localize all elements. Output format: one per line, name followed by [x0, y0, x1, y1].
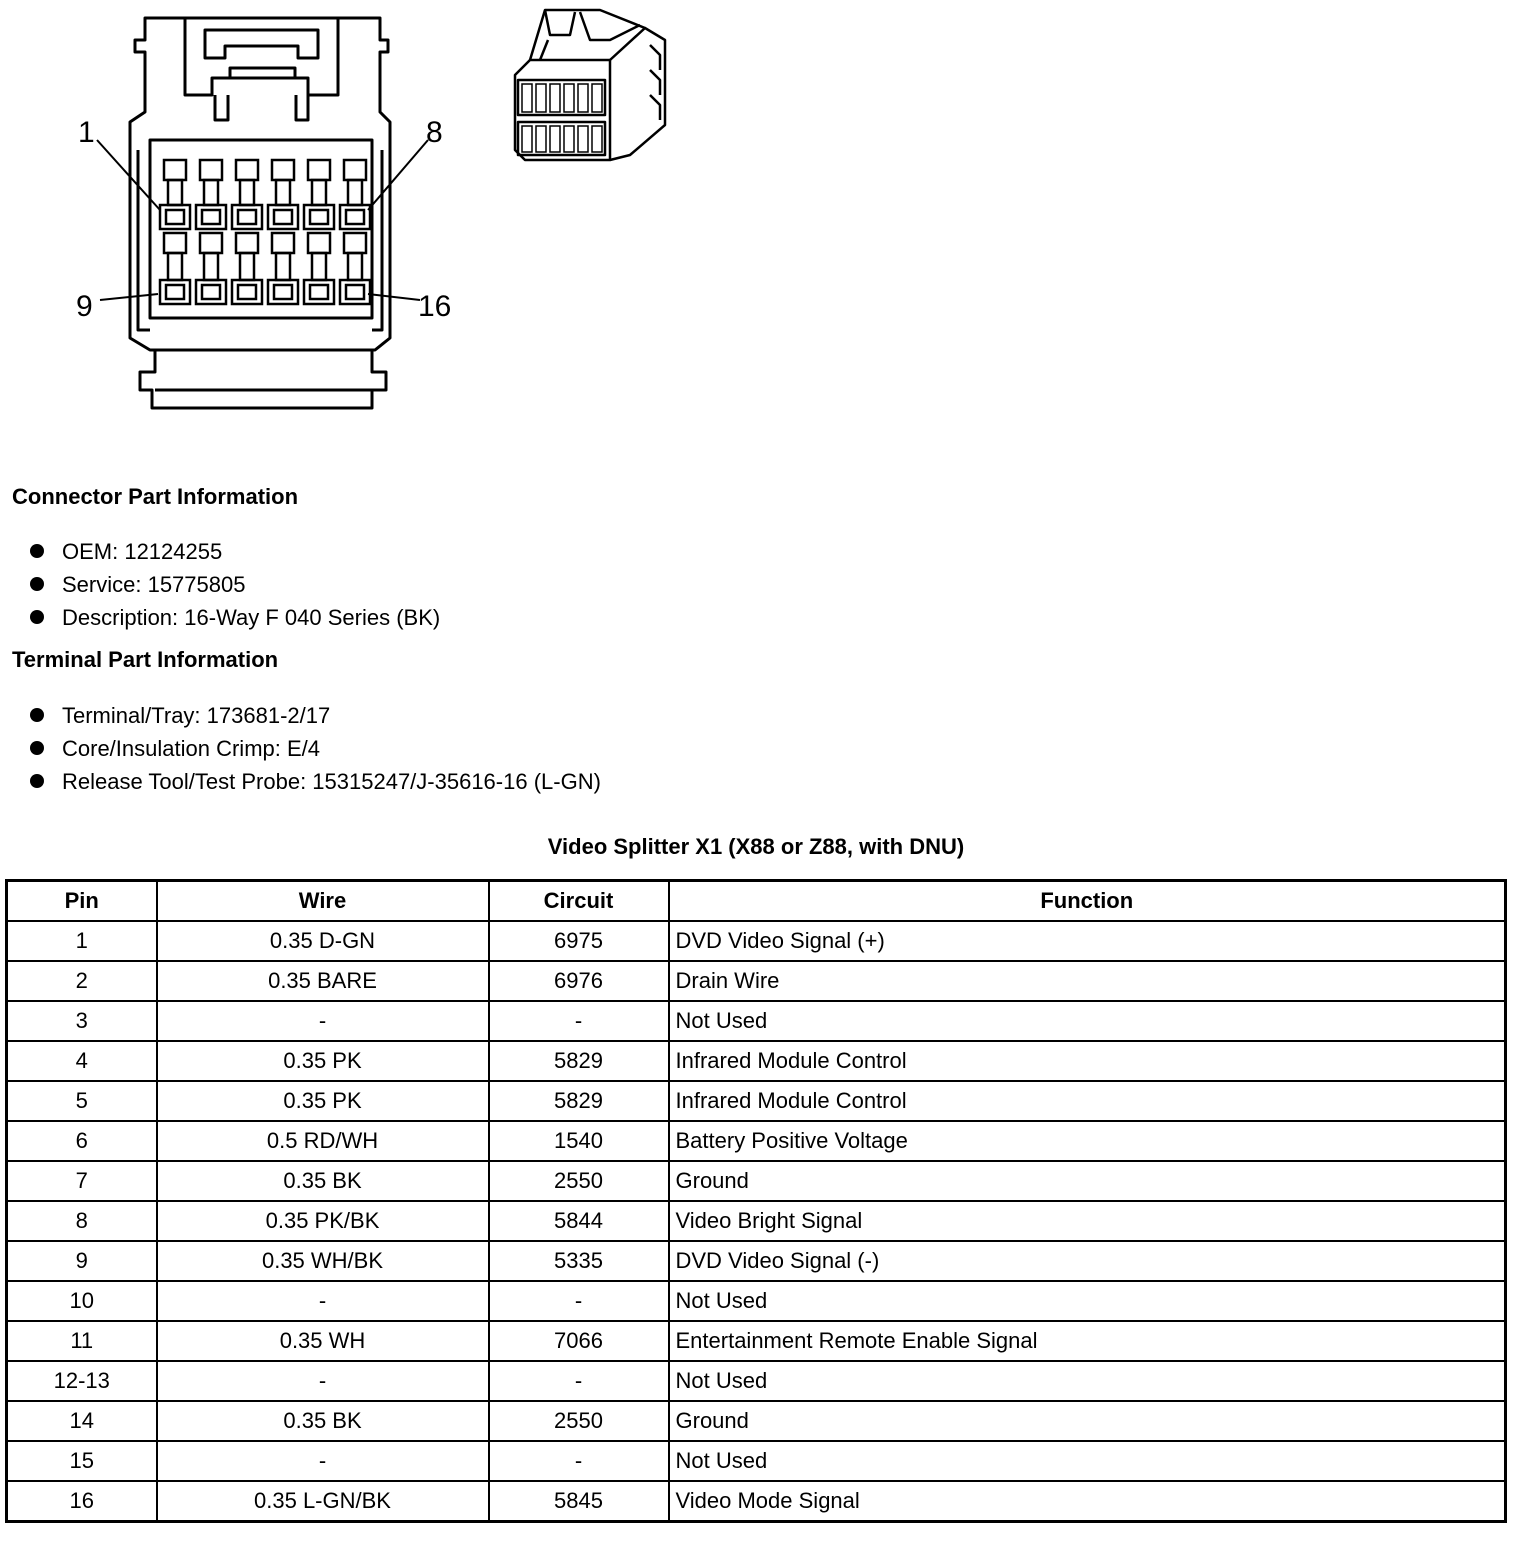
table-row — [7, 1241, 1506, 1281]
terminal-cavity — [340, 160, 370, 229]
table-row — [7, 1121, 1506, 1161]
cell-function: Ground — [669, 1161, 1506, 1201]
list-item: Service: 15775805 — [28, 568, 440, 601]
cell-pin: 9 — [7, 1241, 157, 1281]
cell-function: Not Used — [669, 1361, 1506, 1401]
iso-cavity — [564, 84, 574, 112]
iso-cavity — [536, 126, 546, 152]
terminal-cavity — [304, 160, 334, 229]
cell-circuit: - — [489, 1001, 669, 1041]
table-row — [7, 1401, 1506, 1441]
cell-function: Infrared Module Control — [669, 1081, 1506, 1121]
list-item: OEM: 12124255 — [28, 535, 440, 568]
cell-circuit: 6976 — [489, 961, 669, 1001]
bullet-icon — [30, 577, 44, 591]
table-row — [7, 1081, 1506, 1121]
cell-wire: 0.35 D-GN — [157, 921, 489, 961]
cell-circuit: 5845 — [489, 1481, 669, 1522]
list-item: Release Tool/Test Probe: 15315247/J-35616-16 (L-GN) — [28, 765, 601, 798]
cell-pin: 5 — [7, 1081, 157, 1121]
cell-pin: 7 — [7, 1161, 157, 1201]
iso-cavity — [522, 126, 532, 152]
cell-circuit: 5844 — [489, 1201, 669, 1241]
terminal-cavity — [232, 233, 262, 304]
bullet-icon — [30, 708, 44, 722]
connector-info-title: Connector Part Information — [12, 484, 299, 509]
cell-wire: 0.35 BK — [157, 1401, 489, 1441]
cell-pin: 14 — [7, 1401, 157, 1441]
table-body — [7, 921, 1506, 1522]
terminal-cavity — [268, 233, 298, 304]
list-item: Core/Insulation Crimp: E/4 — [28, 732, 601, 765]
iso-cavity — [564, 126, 574, 152]
bullet-icon — [30, 544, 44, 558]
cell-pin: 2 — [7, 961, 157, 1001]
cell-pin: 12-13 — [7, 1361, 157, 1401]
cell-circuit: 2550 — [489, 1401, 669, 1441]
terminal-cavity — [160, 160, 190, 229]
bullet-icon — [30, 774, 44, 788]
cell-function: Ground — [669, 1401, 1506, 1441]
cell-pin: 6 — [7, 1121, 157, 1161]
terminal-cavities — [160, 160, 370, 304]
cell-function: Entertainment Remote Enable Signal — [669, 1321, 1506, 1361]
cell-function: Not Used — [669, 1281, 1506, 1321]
terminal-cavity — [160, 233, 190, 304]
cell-circuit: 6975 — [489, 921, 669, 961]
cell-pin: 8 — [7, 1201, 157, 1241]
cell-wire: 0.35 PK — [157, 1081, 489, 1121]
cell-pin: 4 — [7, 1041, 157, 1081]
cell-circuit: 5335 — [489, 1241, 669, 1281]
iso-cavity — [578, 126, 588, 152]
terminal-cavity — [340, 233, 370, 304]
cell-pin: 15 — [7, 1441, 157, 1481]
cell-circuit: - — [489, 1361, 669, 1401]
cell-wire: 0.35 BARE — [157, 961, 489, 1001]
terminal-cavity — [196, 160, 226, 229]
pin-label-1: 1 — [78, 116, 95, 149]
pinout-table — [5, 879, 1507, 1523]
iso-cavity — [592, 126, 602, 152]
cell-wire: - — [157, 1281, 489, 1321]
connector-info-list — [28, 535, 440, 634]
table-row — [7, 1361, 1506, 1401]
cell-function: Drain Wire — [669, 961, 1506, 1001]
table-row — [7, 1441, 1506, 1481]
table-title: Video Splitter X1 (X88 or Z88, with DNU) — [547, 834, 965, 859]
cell-circuit: - — [489, 1441, 669, 1481]
header-circuit: Circuit — [489, 881, 669, 922]
terminal-cavity — [196, 233, 226, 304]
cell-circuit: - — [489, 1281, 669, 1321]
cell-circuit: 5829 — [489, 1041, 669, 1081]
cell-function: Not Used — [669, 1441, 1506, 1481]
cell-function: DVD Video Signal (+) — [669, 921, 1506, 961]
table-row — [7, 1481, 1506, 1522]
iso-cavity — [550, 126, 560, 152]
iso-cavity — [536, 84, 546, 112]
header-pin: Pin — [7, 881, 157, 922]
cell-wire: 0.35 BK — [157, 1161, 489, 1201]
cell-function: Battery Positive Voltage — [669, 1121, 1506, 1161]
terminal-info-list — [28, 699, 601, 798]
table-row — [7, 1161, 1506, 1201]
cell-pin: 10 — [7, 1281, 157, 1321]
cell-wire: 0.35 PK/BK — [157, 1201, 489, 1241]
connector-drawing — [0, 0, 720, 420]
cell-pin: 11 — [7, 1321, 157, 1361]
table-row — [7, 1041, 1506, 1081]
pin-label-8: 8 — [426, 116, 443, 149]
cell-pin: 16 — [7, 1481, 157, 1522]
cell-circuit: 7066 — [489, 1321, 669, 1361]
cell-pin: 3 — [7, 1001, 157, 1041]
terminal-cavity — [304, 233, 334, 304]
bullet-icon — [30, 610, 44, 624]
table-row — [7, 1281, 1506, 1321]
cell-function: Infrared Module Control — [669, 1041, 1506, 1081]
cell-wire: 0.35 WH/BK — [157, 1241, 489, 1281]
header-wire: Wire — [157, 881, 489, 922]
cell-pin: 1 — [7, 921, 157, 961]
table-header-row — [7, 881, 1506, 922]
table-row — [7, 921, 1506, 961]
iso-cavity — [522, 84, 532, 112]
cell-function: Video Bright Signal — [669, 1201, 1506, 1241]
cell-wire: 0.5 RD/WH — [157, 1121, 489, 1161]
isometric-cavities — [522, 84, 602, 152]
cell-circuit: 5829 — [489, 1081, 669, 1121]
pin-label-9: 9 — [76, 290, 93, 323]
header-function: Function — [669, 881, 1506, 922]
cell-function: DVD Video Signal (-) — [669, 1241, 1506, 1281]
table-row — [7, 1201, 1506, 1241]
table-row — [7, 961, 1506, 1001]
terminal-cavity — [232, 160, 262, 229]
pin-label-16: 16 — [418, 290, 452, 323]
iso-cavity — [578, 84, 588, 112]
table-row — [7, 1001, 1506, 1041]
cell-function: Video Mode Signal — [669, 1481, 1506, 1522]
table-row — [7, 1321, 1506, 1361]
cell-function: Not Used — [669, 1001, 1506, 1041]
cell-wire: 0.35 PK — [157, 1041, 489, 1081]
cell-circuit: 2550 — [489, 1161, 669, 1201]
iso-cavity — [550, 84, 560, 112]
terminal-cavity — [268, 160, 298, 229]
iso-cavity — [592, 84, 602, 112]
connector-isometric-view — [515, 10, 665, 160]
list-item: Description: 16-Way F 040 Series (BK) — [28, 601, 440, 634]
terminal-info-title: Terminal Part Information — [12, 647, 279, 672]
list-item: Terminal/Tray: 173681-2/17 — [28, 699, 601, 732]
cell-wire: 0.35 WH — [157, 1321, 489, 1361]
cell-wire: - — [157, 1361, 489, 1401]
cell-wire: 0.35 L-GN/BK — [157, 1481, 489, 1522]
bullet-icon — [30, 741, 44, 755]
cell-wire: - — [157, 1001, 489, 1041]
cell-wire: - — [157, 1441, 489, 1481]
connector-boot — [140, 350, 386, 408]
cell-circuit: 1540 — [489, 1121, 669, 1161]
